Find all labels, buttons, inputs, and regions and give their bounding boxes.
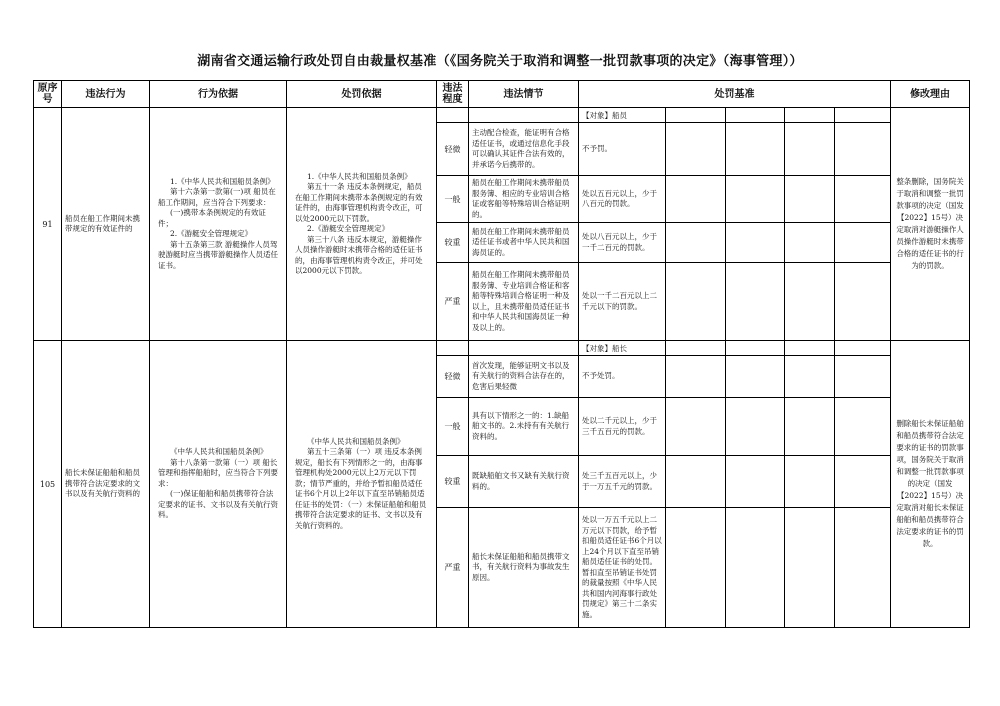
- table-row: [34, 341, 970, 356]
- standard-text: 处以一千二百元以上二千元以下的罚款。: [579, 263, 666, 341]
- degree-label: 较重: [437, 456, 469, 508]
- standard-text: 处以一万五千元以上二万元以下罚款，给予暂扣船员适任证书6个月以上24个月以下直至吊销船员适任证书的处罚。暂扣直至吊销证书处罚的裁量按照《中华人民共和国内河海事行政处罚规定》第三十二条实施。: [579, 508, 666, 628]
- degree-label: 一般: [437, 398, 469, 456]
- circumstance-text: 船员在船工作期间未携带船员适任证书或者中华人民共和国海员证的。: [469, 223, 579, 263]
- modification-reason: 整条删除，国务院关于取消和调整一批罚款事项的决定（国发【2022】15号）决定取消对游艇操作人员操作游艇时未携带合格的适任证书的行为的罚款。: [891, 108, 970, 341]
- document-title: 湖南省交通运输行政处罚自由裁量权基准（《国务院关于取消和调整一批罚款事项的决定》（海事管理））: [197, 54, 803, 69]
- header-act: 违法行为: [62, 81, 150, 108]
- penalty-basis: 1.《中华人民共和国船员条例》 第五十一条 违反本条例规定，船员在船工作期间未携带本条例规定的有效证件的，由海事管理机构责令改正，可以处2000元以下罚款。 2.《游艇安全管理规定》 第三十八条 违反本规定，游艇操作人员操作游艇时未携带合格的适任证书的，由海事管理机构责令改正，并可处以2000元以下罚款。: [287, 108, 437, 341]
- row-number: 91: [34, 108, 62, 341]
- penalty-basis: 《中华人民共和国船员条例》 第五十三条第（一）项 违反本条例规定，船长有下列情形之一的，由海事管理机构处2000元以上2万元以下罚款；情节严重的，并给予暂扣船员适任证书6个月以上2年以下直至吊销船员适任证书的处罚：（一）未保证船舶和船员携带符合法定要求的证书、文书以及有关航行资料的。: [287, 341, 437, 628]
- table-row: [34, 108, 970, 123]
- row-number: 105: [34, 341, 62, 628]
- violation-act: 船长未保证船舶和船员携带符合法定要求的文书以及有关航行资料的: [62, 341, 150, 628]
- degree-label: 较重: [437, 223, 469, 263]
- behavior-basis: 《中华人民共和国船员条例》 第十八条第一款第（一）项 船长管理和指挥船舶时，应当符合下列要求： (一)保证船舶和船员携带符合法定要求的证书、文书以及有关航行资料。: [150, 341, 287, 628]
- circumstance-text: 主动配合检查，能证明有合格适任证书，或通过信息化手段可以确认其证件合法有效的，并承诺今后携带的。: [469, 123, 579, 176]
- circumstance-text: 船员在船工作期间未携带船员服务簿、相应的专业培训合格证或客船等特殊培训合格证明的。: [469, 176, 579, 223]
- header-basis: 行为依据: [150, 81, 287, 108]
- header-standard: 处罚基准: [579, 81, 891, 108]
- header-row: [34, 81, 970, 108]
- standard-text: 处三千五百元以上，少于一万五千元的罚款。: [579, 456, 666, 508]
- circumstance-text: 船长未保证船舶和船员携带文书，有关航行资料为事故发生原因。: [469, 508, 579, 628]
- penalty-object: 【对象】船员: [579, 108, 666, 123]
- degree-label: 严重: [437, 263, 469, 341]
- circumstance-text: 船员在船工作期间未携带船员服务簿、专业培训合格证和客船等特殊培训合格证明一种及以上，且未携带船员适任证书和中华人民共和国海员证一种及以上的。: [469, 263, 579, 341]
- circumstance-text: 首次发现，能够证明文书以及有关航行的资料合法存在的，危害后果轻微: [469, 356, 579, 398]
- header-penalty-basis: 处罚依据: [287, 81, 437, 108]
- circumstance-text: 既缺船舶文书又缺有关航行资料的。: [469, 456, 579, 508]
- standard-text: 不予处罚。: [579, 356, 666, 398]
- degree-label: 轻微: [437, 356, 469, 398]
- violation-act: 船员在船工作期间未携带规定的有效证件的: [62, 108, 150, 341]
- standard-text: 处以八百元以上，少于一千二百元的罚款。: [579, 223, 666, 263]
- standard-text: 不予罚。: [579, 123, 666, 176]
- standard-text: 处以五百元以上，少于八百元的罚款。: [579, 176, 666, 223]
- behavior-basis: 1.《中华人民共和国船员条例》 第十六条第一款第(一)项 船员在船工作期间，应当符合下列要求： (一)携带本条例规定的有效证件； 2.《游艇安全管理规定》 第十五条第三款 游艇操作人员驾驶游艇时应当携带游艇操作人员适任证书。: [150, 108, 287, 341]
- circumstance-text: 具有以下情形之一的：1.缺船舶文书的。2.未持有有关航行资料的。: [469, 398, 579, 456]
- penalty-standard-table: [33, 80, 970, 628]
- header-degree: 违法 程度: [437, 81, 469, 108]
- modification-reason: 删除船长未保证船舶和船员携带符合法定要求的证书的罚款事项，国务院关于取消和调整一批罚款事项的决定（国发【2022】15号）决定取消对船长未保证船舶和船员携带符合法定要求的证书的罚款。: [891, 341, 970, 628]
- header-seq: 原序 号: [34, 81, 62, 108]
- standard-text: 处以二千元以上，少于三千五百元的罚款。: [579, 398, 666, 456]
- degree-label: 严重: [437, 508, 469, 628]
- degree-label: 轻微: [437, 123, 469, 176]
- header-reason: 修改理由: [891, 81, 970, 108]
- degree-label: 一般: [437, 176, 469, 223]
- penalty-object: 【对象】船长: [579, 341, 666, 356]
- header-circumstance: 违法情节: [469, 81, 579, 108]
